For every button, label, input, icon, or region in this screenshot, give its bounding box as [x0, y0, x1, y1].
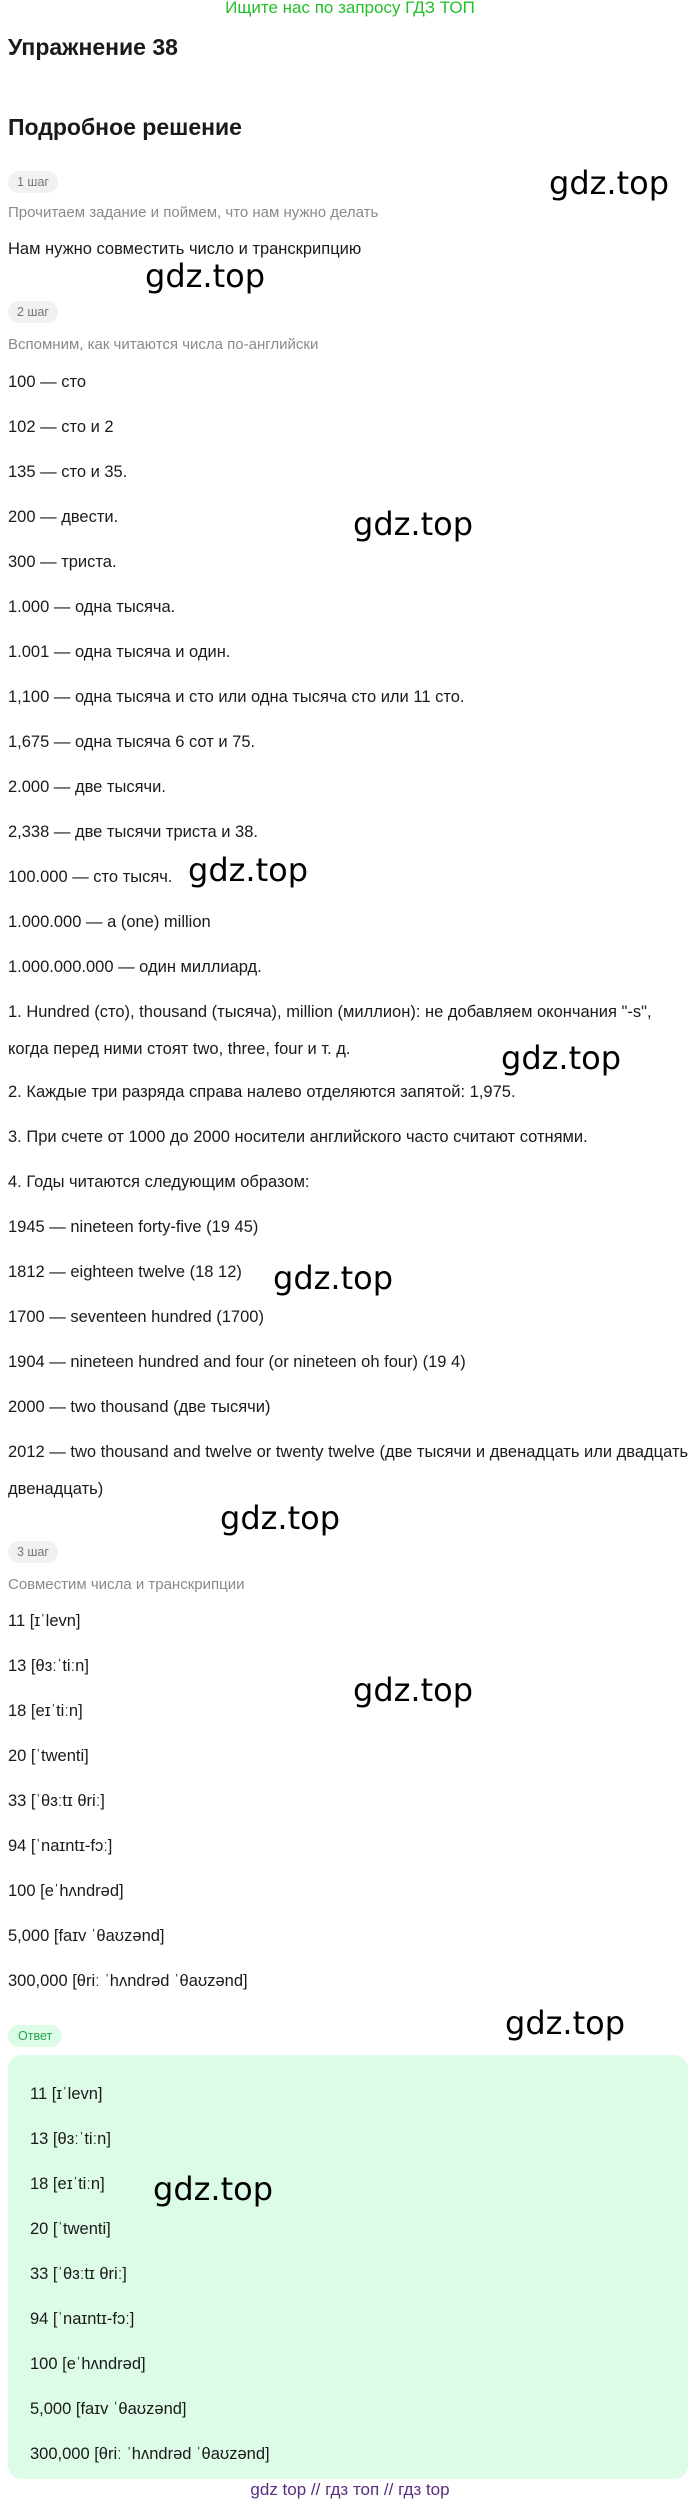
- number-line: 1.000.000 — a (one) million: [8, 913, 211, 931]
- answer-line: 20 [ˈtwenti]: [30, 2220, 111, 2238]
- transcription-line: 18 [eɪˈtiːn]: [8, 1702, 83, 1720]
- answer-line: 300,000 [θriː ˈhʌndrəd ˈθaʊzənd]: [30, 2445, 270, 2463]
- watermark: gdz.top: [549, 164, 670, 202]
- transcription-line: 94 [ˈnaɪntɪ-fɔː]: [8, 1837, 113, 1855]
- rule-line: 4. Годы читаются следующим образом:: [8, 1173, 310, 1191]
- rule-line: 3. При счете от 1000 до 2000 носители английского часто считают сотнями.: [8, 1128, 588, 1146]
- watermark: gdz.top: [153, 2170, 274, 2208]
- number-line: 300 — триста.: [8, 553, 117, 571]
- watermark: gdz.top: [501, 1039, 622, 1077]
- answer-line: 11 [ɪˈlevn]: [30, 2085, 103, 2103]
- top-search-link[interactable]: Ищите нас по запросу ГДЗ ТОП: [225, 0, 475, 17]
- year-line-2012: 2012 — two thousand and twelve or twenty twelve (две тысячи и двенадцать или двадцать двенадцать): [8, 1443, 689, 1498]
- transcription-line: 11 [ɪˈlevn]: [8, 1612, 81, 1630]
- number-line: 2.000 — две тысячи.: [8, 778, 166, 796]
- answer-box: [8, 2055, 688, 2479]
- footer-links[interactable]: gdz top // гдз топ // гдз top: [250, 2480, 450, 2499]
- step-1-text: Нам нужно совместить число и транскрипцию: [8, 240, 362, 258]
- watermark: gdz.top: [273, 1259, 394, 1297]
- year-line: 1945 — nineteen forty-five (19 45): [8, 1218, 259, 1236]
- answer-badge: Ответ: [8, 2025, 62, 2047]
- number-line: 200 — двести.: [8, 508, 119, 526]
- watermark: gdz.top: [188, 851, 309, 889]
- year-line: 1700 — seventeen hundred (1700): [8, 1308, 264, 1326]
- page-title: Упражнение 38: [8, 34, 178, 60]
- answer-line: 33 [ˈθɜːtɪ θriː]: [30, 2265, 127, 2283]
- answer-line: 94 [ˈnaɪntɪ-fɔː]: [30, 2310, 135, 2328]
- watermark: gdz.top: [145, 257, 266, 295]
- number-line: 1.001 — одна тысяча и один.: [8, 643, 231, 661]
- year-line: 1812 — eighteen twelve (18 12): [8, 1263, 242, 1281]
- watermark: gdz.top: [220, 1499, 341, 1537]
- watermark: gdz.top: [505, 2004, 626, 2042]
- answer-line: 100 [eˈhʌndrəd]: [30, 2355, 146, 2373]
- step-1-badge: 1 шаг: [8, 171, 58, 193]
- number-line: 2,338 — две тысячи триста и 38.: [8, 823, 258, 841]
- transcription-line: 33 [ˈθɜːtɪ θriː]: [8, 1792, 105, 1810]
- number-line: 135 — сто и 35.: [8, 463, 128, 481]
- step-3-badge: 3 шаг: [8, 1541, 58, 1563]
- answer-line: 13 [θɜːˈtiːn]: [30, 2130, 111, 2148]
- rule-line: 2. Каждые три разряда справа налево отделяются запятой: 1,975.: [8, 1083, 516, 1101]
- transcription-line: 300,000 [θriː ˈhʌndrəd ˈθaʊzənd]: [8, 1972, 248, 1990]
- rule-1: 1. Hundred (сто), thousand (тысяча), million (миллион): не добавляем окончания "-s", когда перед ними стоят two, three, four и т. д.: [8, 1003, 652, 1058]
- number-line: 1.000.000.000 — один миллиард.: [8, 958, 262, 976]
- transcription-line: 20 [ˈtwenti]: [8, 1747, 89, 1765]
- transcription-line: 13 [θɜːˈtiːn]: [8, 1657, 89, 1675]
- step-1-hint: Прочитаем задание и поймем, что нам нужно делать: [8, 204, 379, 221]
- answer-line: 18 [eɪˈtiːn]: [30, 2175, 105, 2193]
- transcription-line: 5,000 [faɪv ˈθaʊzənd]: [8, 1927, 165, 1945]
- watermark: gdz.top: [353, 505, 474, 543]
- number-line: 102 — сто и 2: [8, 418, 114, 436]
- answer-line: 5,000 [faɪv ˈθaʊzənd]: [30, 2400, 187, 2418]
- number-line: 100 — сто: [8, 373, 86, 391]
- number-line: 100.000 — сто тысяч.: [8, 868, 173, 886]
- year-line: 1904 — nineteen hundred and four (or nineteen oh four) (19 4): [8, 1353, 466, 1371]
- number-line: 1,100 — одна тысяча и сто или одна тысяча сто или 11 сто.: [8, 688, 465, 706]
- solution-heading: Подробное решение: [8, 114, 242, 140]
- watermark: gdz.top: [353, 1671, 474, 1709]
- year-line: 2000 — two thousand (две тысячи): [8, 1398, 271, 1416]
- transcription-line: 100 [eˈhʌndrəd]: [8, 1882, 124, 1900]
- step-2-hint: Вспомним, как читаются числа по-английски: [8, 336, 319, 353]
- step-3-hint: Совместим числа и транскрипции: [8, 1576, 245, 1593]
- number-line: 1,675 — одна тысяча 6 сот и 75.: [8, 733, 256, 751]
- number-line: 1.000 — одна тысяча.: [8, 598, 176, 616]
- step-2-badge: 2 шаг: [8, 301, 58, 323]
